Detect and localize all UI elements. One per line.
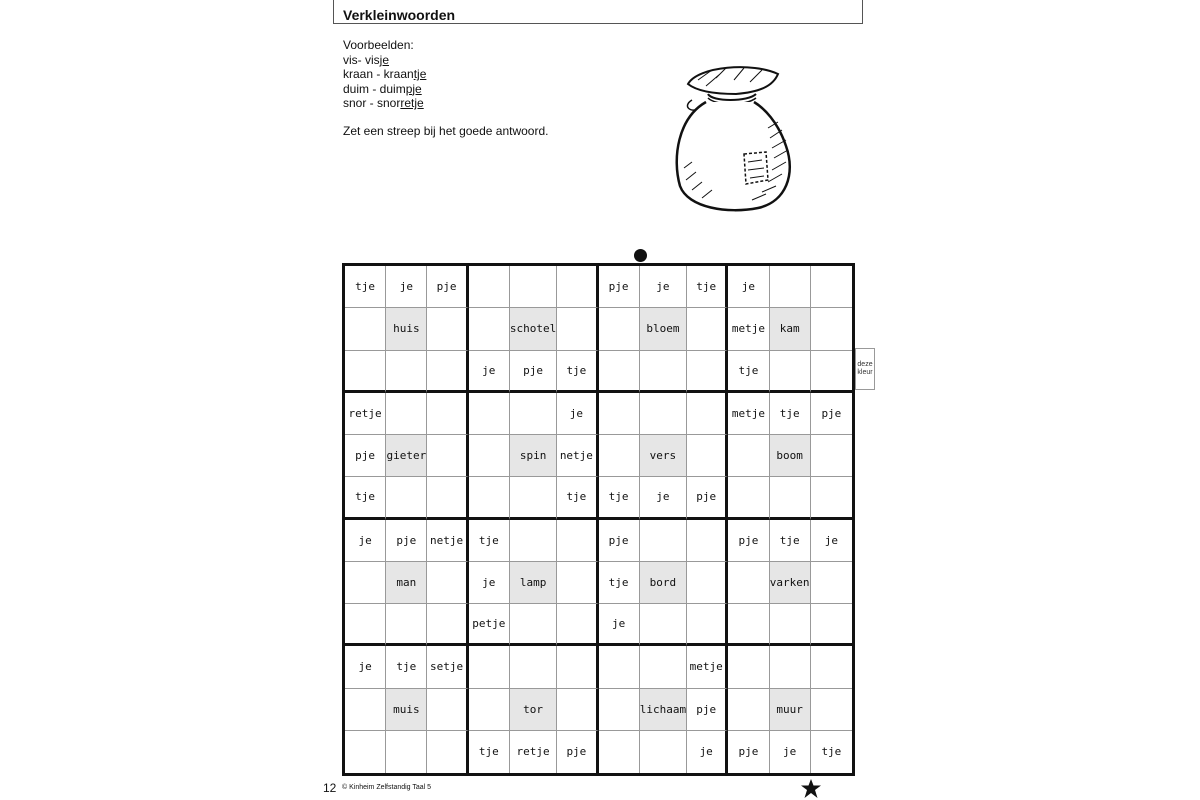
example-line: kraan - kraantje xyxy=(343,67,427,81)
grid-suffix-cell[interactable]: je xyxy=(557,393,598,435)
grid-word-cell[interactable]: varken xyxy=(770,562,811,604)
grid-empty-cell[interactable] xyxy=(770,477,811,519)
grid-suffix-cell[interactable]: pje xyxy=(811,393,852,435)
grid-suffix-cell[interactable]: setje xyxy=(427,646,468,688)
grid-empty-cell[interactable] xyxy=(770,351,811,393)
grid-suffix-cell[interactable]: je xyxy=(599,604,640,646)
grid-word-cell[interactable]: man xyxy=(386,562,427,604)
grid-suffix-cell[interactable]: je xyxy=(728,266,769,308)
grid-word-cell[interactable]: bord xyxy=(640,562,687,604)
grid-suffix-cell[interactable]: pje xyxy=(599,520,640,562)
grid-suffix-cell[interactable]: tje xyxy=(821,745,842,759)
grid-empty-cell[interactable] xyxy=(427,435,468,477)
grid-empty-cell[interactable] xyxy=(427,477,468,519)
grid-suffix-cell[interactable]: pje xyxy=(557,731,598,773)
grid-empty-cell[interactable] xyxy=(728,689,769,731)
grid-empty-cell[interactable] xyxy=(599,646,640,688)
grid-suffix-cell[interactable]: je xyxy=(469,562,510,604)
grid-empty-cell[interactable] xyxy=(728,435,769,477)
grid-word-cell[interactable]: lichaam xyxy=(640,689,687,731)
color-key-box: deze kleur xyxy=(855,348,875,390)
grid-empty-cell[interactable] xyxy=(687,604,728,646)
example-line: duim - duimpje xyxy=(343,81,422,96)
grid-suffix-cell[interactable]: tje xyxy=(770,393,811,435)
grid-suffix-cell[interactable]: tje xyxy=(728,351,769,393)
grid-word-cell[interactable]: bloem xyxy=(640,308,687,350)
grid-empty-cell[interactable] xyxy=(728,562,769,604)
grid-empty-cell[interactable] xyxy=(811,604,852,646)
grid-empty-cell[interactable] xyxy=(640,604,687,646)
grid-empty-cell[interactable] xyxy=(557,308,598,350)
grid-empty-cell[interactable] xyxy=(770,604,811,646)
grid-empty-cell[interactable] xyxy=(811,308,852,350)
grid-empty-cell[interactable] xyxy=(510,266,557,308)
grid-empty-cell[interactable] xyxy=(386,477,427,519)
grid-empty-cell[interactable] xyxy=(469,477,510,519)
grid-empty-cell[interactable] xyxy=(510,646,557,688)
grid-suffix-cell[interactable]: tje xyxy=(557,351,598,393)
grid-empty-cell[interactable] xyxy=(557,604,598,646)
grid-suffix-cell[interactable]: pje xyxy=(687,477,728,519)
grid-suffix-cell[interactable]: pje xyxy=(427,266,468,308)
grid-suffix-cell[interactable]: retje xyxy=(510,731,557,773)
grid-empty-cell[interactable] xyxy=(599,351,640,393)
grid-empty-cell[interactable] xyxy=(687,308,728,350)
grid-empty-cell[interactable] xyxy=(469,689,510,731)
grid-empty-cell[interactable] xyxy=(510,520,557,562)
grid-empty-cell[interactable] xyxy=(510,393,557,435)
grid-empty-cell[interactable] xyxy=(687,562,728,604)
grid-word-cell[interactable]: spin xyxy=(510,435,557,477)
grid-empty-cell[interactable] xyxy=(345,604,386,646)
grid-empty-cell[interactable] xyxy=(599,435,640,477)
grid-empty-cell[interactable] xyxy=(599,393,640,435)
examples-block xyxy=(343,38,426,111)
grid-word-cell[interactable]: boom xyxy=(770,435,811,477)
grid-suffix-cell[interactable]: je xyxy=(345,520,386,562)
grid-suffix-cell[interactable]: retje xyxy=(345,393,386,435)
grid-empty-cell[interactable] xyxy=(687,393,728,435)
grid-suffix-cell[interactable]: pje xyxy=(510,351,557,393)
grid-empty-cell[interactable] xyxy=(427,689,468,731)
grid-empty-cell[interactable] xyxy=(469,266,510,308)
grid-empty-cell[interactable] xyxy=(469,435,510,477)
start-dot-marker xyxy=(634,249,647,262)
page-title: Verkleinwoorden xyxy=(343,7,456,23)
grid-word-cell[interactable]: lamp xyxy=(510,562,557,604)
grid-suffix-cell[interactable]: tje xyxy=(345,477,386,519)
grid-empty-cell[interactable] xyxy=(640,731,687,773)
grid-suffix-cell[interactable]: petje xyxy=(469,604,510,646)
sack-illustration xyxy=(668,58,796,216)
grid-empty-cell[interactable] xyxy=(427,393,468,435)
example-line: snor - snorretje xyxy=(343,96,424,110)
grid-empty-cell[interactable] xyxy=(557,689,598,731)
grid-empty-cell[interactable] xyxy=(687,520,728,562)
grid-empty-cell[interactable] xyxy=(345,689,386,731)
grid-empty-cell[interactable] xyxy=(345,731,386,773)
grid-suffix-cell[interactable]: tje xyxy=(557,477,598,519)
grid-suffix-cell[interactable]: metje xyxy=(728,308,769,350)
grid-empty-cell[interactable] xyxy=(640,646,687,688)
example-line: vis- visje xyxy=(343,52,390,67)
grid-word-cell[interactable]: schotel xyxy=(510,308,557,350)
grid-empty-cell[interactable] xyxy=(599,308,640,350)
grid-suffix-cell[interactable]: pje xyxy=(345,435,386,477)
grid-suffix-cell[interactable]: je xyxy=(640,266,687,308)
grid-empty-cell[interactable] xyxy=(345,308,386,350)
grid-empty-cell[interactable] xyxy=(386,351,427,393)
grid-empty-cell[interactable] xyxy=(640,351,687,393)
grid-suffix-cell[interactable]: je xyxy=(469,351,510,393)
grid-empty-cell[interactable] xyxy=(345,351,386,393)
grid-empty-cell[interactable] xyxy=(345,562,386,604)
grid-suffix-cell[interactable]: netje xyxy=(427,520,468,562)
grid-empty-cell[interactable] xyxy=(811,689,852,731)
grid-empty-cell[interactable] xyxy=(427,731,468,773)
grid-empty-cell[interactable] xyxy=(427,562,468,604)
grid-empty-cell[interactable] xyxy=(427,604,468,646)
grid-suffix-cell[interactable]: je xyxy=(811,520,852,562)
grid-empty-cell[interactable] xyxy=(728,604,769,646)
grid-suffix-cell[interactable]: pje xyxy=(728,731,769,773)
grid-empty-cell[interactable] xyxy=(811,266,852,308)
grid-suffix-cell[interactable]: netje xyxy=(557,435,598,477)
word-grid xyxy=(342,263,855,776)
grid-suffix-cell[interactable]: je xyxy=(770,731,811,773)
grid-suffix-cell[interactable]: metje xyxy=(728,393,769,435)
examples-heading: Voorbeelden: xyxy=(343,38,414,52)
grid-empty-cell[interactable] xyxy=(386,393,427,435)
grid-word-cell[interactable]: muis xyxy=(386,689,427,731)
grid-empty-cell[interactable] xyxy=(811,351,852,393)
grid-word-cell[interactable]: huis xyxy=(386,308,427,350)
grid-empty-cell[interactable] xyxy=(427,351,468,393)
grid-empty-cell[interactable] xyxy=(427,308,468,350)
grid-empty-cell[interactable] xyxy=(557,520,598,562)
grid-suffix-cell[interactable]: metje xyxy=(687,646,728,688)
grid-empty-cell[interactable] xyxy=(640,393,687,435)
grid-suffix-cell[interactable]: tje xyxy=(345,266,386,308)
grid-empty-cell[interactable] xyxy=(811,435,852,477)
grid-empty-cell[interactable] xyxy=(728,646,769,688)
grid-suffix-cell[interactable]: pje xyxy=(728,520,769,562)
grid-suffix-cell[interactable]: pje xyxy=(687,689,728,731)
grid-suffix-cell[interactable]: tje xyxy=(687,266,728,308)
grid-empty-cell[interactable] xyxy=(510,604,557,646)
grid-suffix-cell[interactable]: je xyxy=(386,266,427,308)
grid-suffix-cell[interactable]: pje xyxy=(386,520,427,562)
grid-empty-cell[interactable] xyxy=(811,477,852,519)
grid-empty-cell[interactable] xyxy=(469,393,510,435)
grid-suffix-cell[interactable]: tje xyxy=(469,731,510,773)
grid-suffix-cell[interactable]: je xyxy=(687,731,728,773)
grid-empty-cell[interactable] xyxy=(770,266,811,308)
grid-word-cell[interactable]: vers xyxy=(640,435,687,477)
grid-empty-cell[interactable] xyxy=(469,646,510,688)
grid-empty-cell[interactable] xyxy=(811,646,852,688)
grid-suffix-cell[interactable]: tje xyxy=(469,520,510,562)
grid-empty-cell[interactable] xyxy=(557,562,598,604)
grid-suffix-cell[interactable]: tje xyxy=(386,646,427,688)
star-icon xyxy=(801,779,821,799)
grid-suffix-cell[interactable]: tje xyxy=(599,477,640,519)
grid-suffix-cell[interactable]: tje xyxy=(599,562,640,604)
grid-empty-cell[interactable] xyxy=(557,266,598,308)
grid-empty-cell[interactable] xyxy=(386,604,427,646)
grid-empty-cell[interactable] xyxy=(687,351,728,393)
grid-empty-cell[interactable] xyxy=(469,308,510,350)
grid-suffix-cell[interactable]: je xyxy=(640,477,687,519)
instruction-text: Zet een streep bij het goede antwoord. xyxy=(343,124,549,138)
grid-word-cell[interactable]: muur xyxy=(770,689,811,731)
grid-empty-cell[interactable] xyxy=(770,646,811,688)
grid-empty-cell[interactable] xyxy=(386,731,427,773)
grid-empty-cell[interactable] xyxy=(728,477,769,519)
grid-empty-cell[interactable] xyxy=(599,689,640,731)
grid-suffix-cell[interactable]: pje xyxy=(599,266,640,308)
grid-word-cell[interactable]: tor xyxy=(510,689,557,731)
grid-suffix-cell[interactable]: je xyxy=(345,646,386,688)
grid-word-cell[interactable]: gieter xyxy=(386,435,427,477)
page-number: 12 xyxy=(323,781,337,795)
grid-empty-cell[interactable] xyxy=(687,435,728,477)
copyright-text: © Kinheim Zelfstandig Taal 5 xyxy=(342,784,432,791)
grid-empty-cell[interactable] xyxy=(640,520,687,562)
grid-suffix-cell[interactable]: tje xyxy=(770,520,811,562)
grid-empty-cell[interactable] xyxy=(811,562,852,604)
grid-empty-cell[interactable] xyxy=(510,477,557,519)
grid-empty-cell[interactable] xyxy=(599,731,640,773)
grid-word-cell[interactable]: kam xyxy=(770,308,811,350)
grid-empty-cell[interactable] xyxy=(557,646,598,688)
